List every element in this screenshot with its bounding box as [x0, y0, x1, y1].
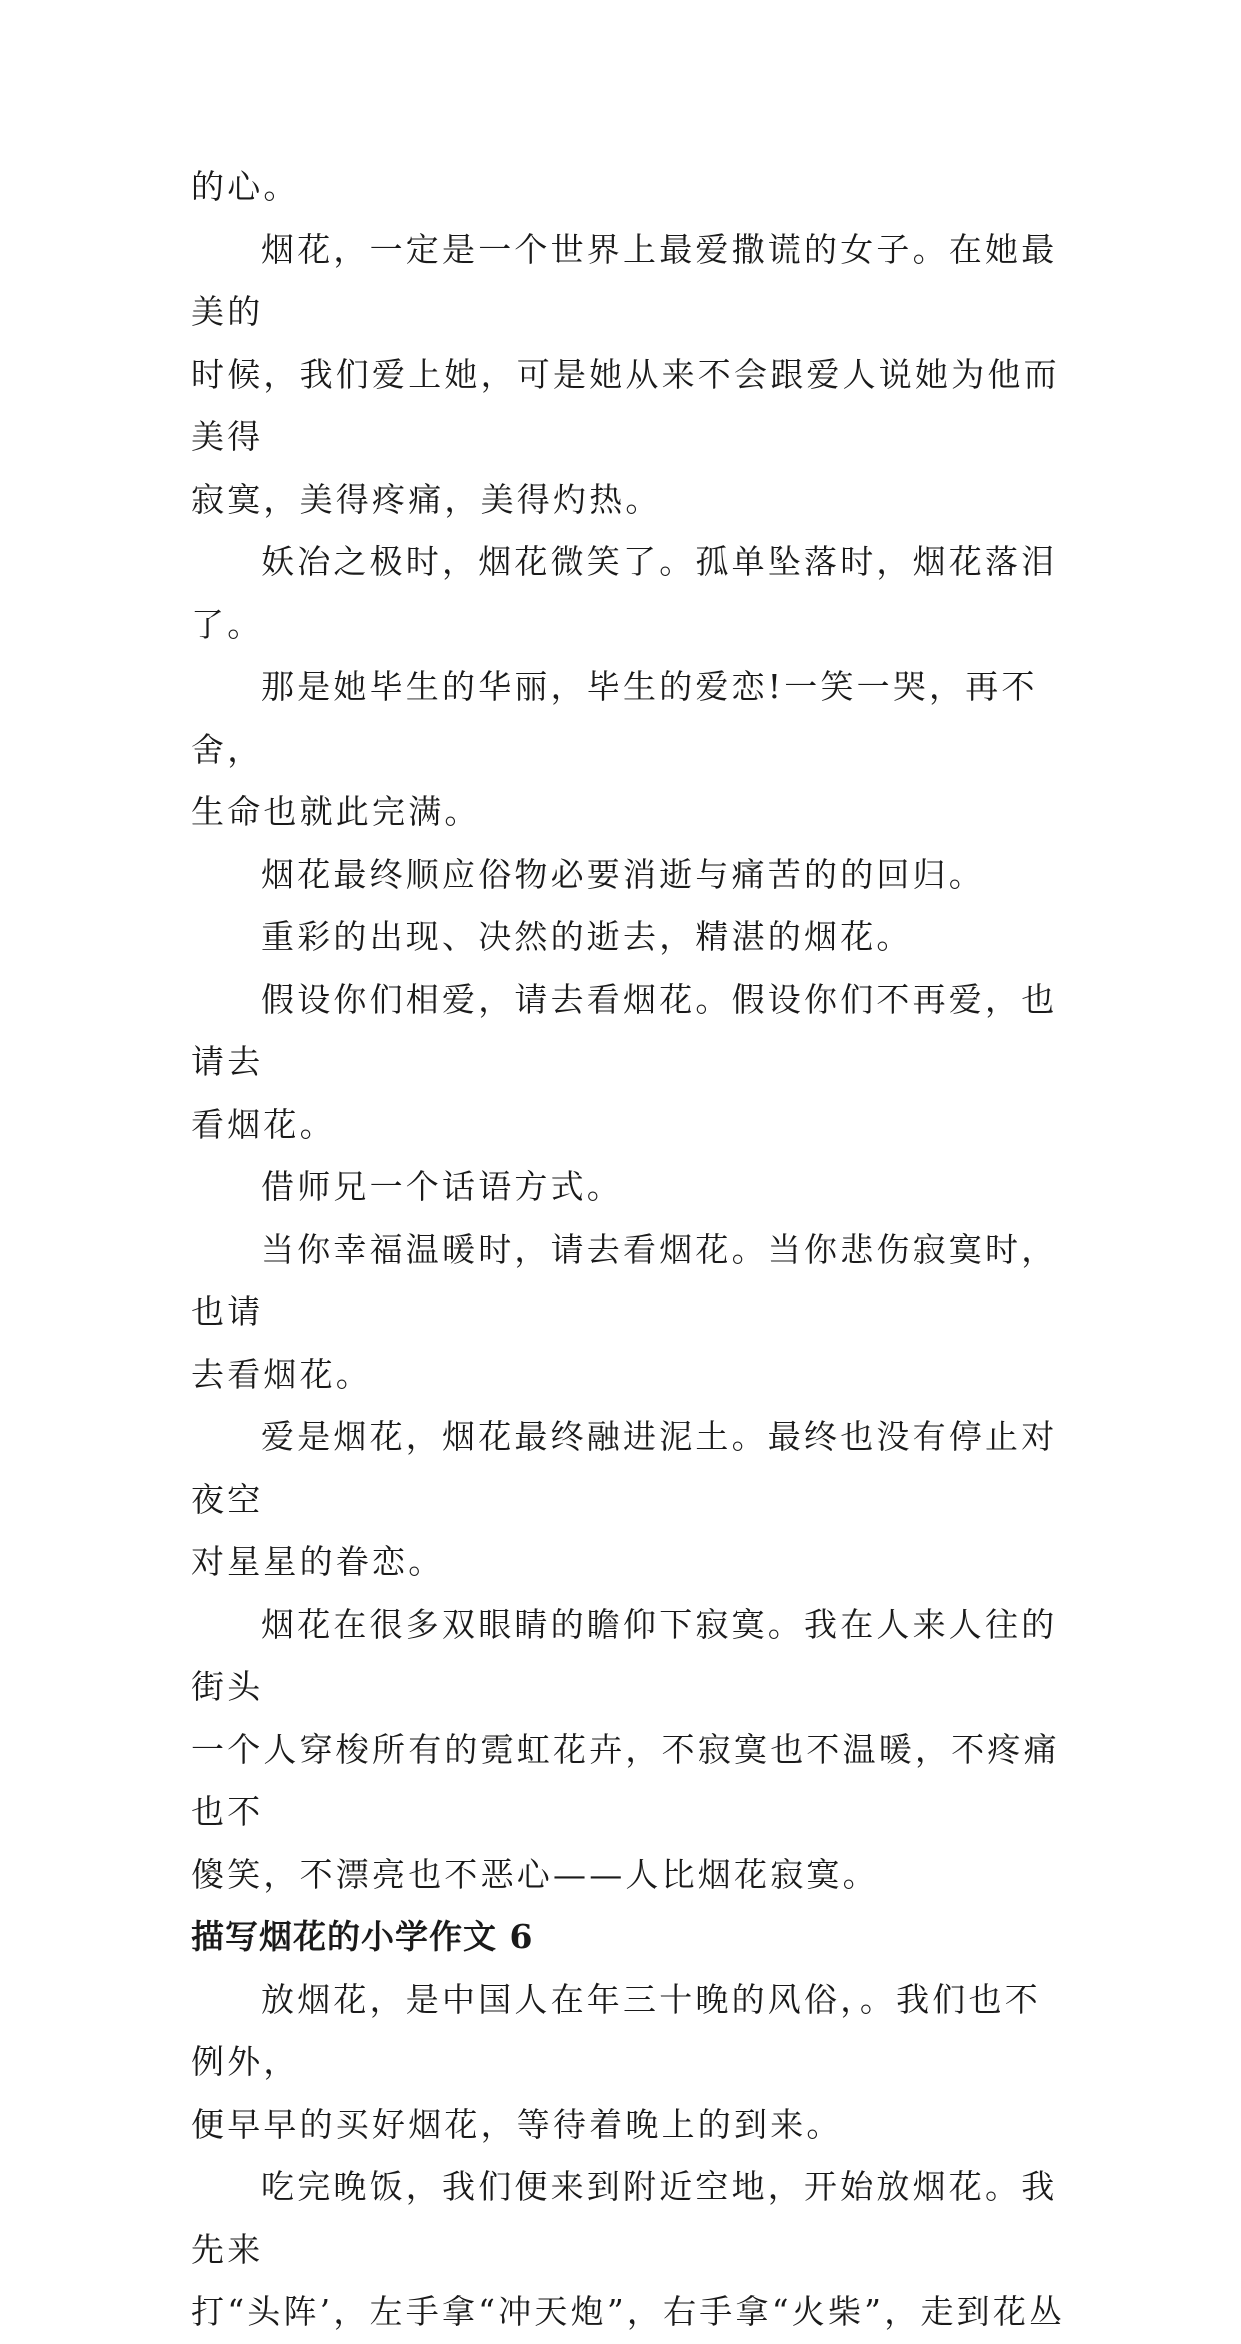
paragraph: 烟花最终顺应俗物必要消逝与痛苦的的回归。 [261, 854, 985, 894]
paragraph: 放烟花，是中国人在年三十晚的风俗，。我们也不例外， 便早早的买好烟花，等待着晚上的到来。 [191, 1979, 1041, 2144]
paragraph: 那是她毕生的华丽，毕生的爱恋!一笑一哭，再不舍， 生命也就此完满。 [191, 667, 1038, 831]
paragraph: 爱是烟花，烟花最终融进泥土。最终也没有停止对夜空 对星星的眷恋。 [191, 1417, 1058, 1581]
paragraph: 的心。 [191, 167, 300, 206]
paragraph: 重彩的出现、决然的逝去，精湛的烟花。 [261, 917, 913, 956]
paragraph: 当你幸福温暖时，请去看烟花。当你悲伤寂寞时，也请 去看烟花。 [191, 1229, 1058, 1394]
paragraph: 假设你们相爱，请去看烟花。假设你们不再爱，也请去 看烟花。 [191, 979, 1058, 1144]
paragraph: 烟花在很多双眼睛的瞻仰下寂寞。我在人来人往的街头 一个人穿梭所有的霓虹花卉，不寂寞也不温暖，不疼痛也不 傻笑，不漂亮也不恶心——人比烟花寂寞。 [191, 1604, 1060, 1894]
paragraph: 吃完晚饭，我们便来到附近空地，开始放烟花。我先来 打“头阵’，左手拿“冲天炮”，右手拿“火柴”，走到花丛 [191, 2167, 1066, 2331]
paragraph: 妖冶之极时，烟花微笑了。孤单坠落时，烟花落泪了。 [191, 542, 1058, 644]
paragraph: 烟花，一定是一个世界上最爱撒谎的女子。在她最美的 时候，我们爱上她，可是她从来不会跟爱人说她为他而美得 寂寞，美得疼痛，美得灼热。 [191, 229, 1060, 519]
paragraph: 借师兄一个话语方式。 [261, 1167, 623, 1206]
document-body [191, 156, 1071, 2344]
section-heading: 描写烟花的小学作文 6 [191, 1917, 534, 1956]
